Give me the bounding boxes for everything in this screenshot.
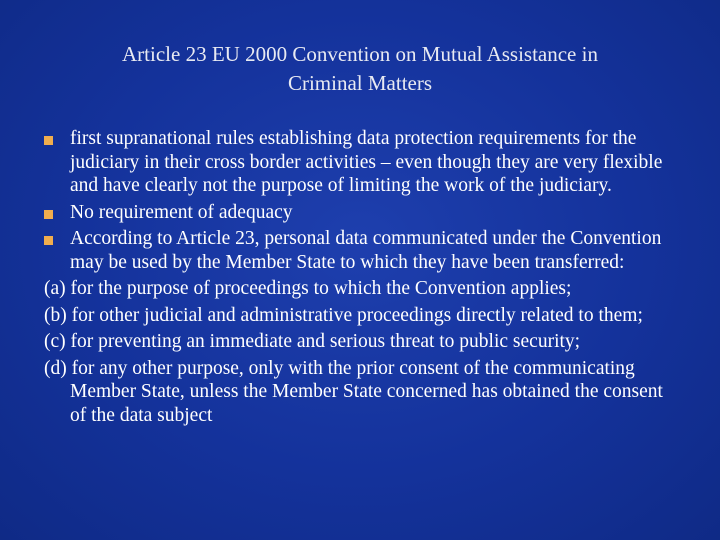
bullet-text: first supranational rules establishing data protection requirements for the judiciary in their cross border activities – even though they are very flexible and have clearly not the purpose of limiting the work of the judiciary. [70, 128, 663, 196]
square-bullet-icon [44, 210, 53, 219]
bullet-text: No requirement of adequacy [70, 201, 293, 223]
bullet-item [44, 227, 684, 274]
square-bullet-icon [44, 136, 53, 145]
slide-title [60, 40, 660, 98]
bullet-item [44, 201, 684, 225]
title-line-2: Criminal Matters [287, 71, 433, 95]
bullet-text: According to Article 23, personal data communicated under the Convention may be used by the Member State to which they have been transferred: [70, 228, 662, 273]
bullet-item [44, 127, 684, 198]
title-line-1: Article 23 EU 2000 Convention on Mutual Assistance in [122, 42, 598, 66]
square-bullet-icon [44, 236, 53, 245]
sub-item-a: (a) for the purpose of proceedings to which the Convention applies; [44, 278, 572, 299]
sub-item-d: (d) for any other purpose, only with the prior consent of the communicating Member State, unless the Member State concerned has obtained the consent of the data subject [44, 357, 663, 426]
sub-item-b: (b) for other judicial and administrative proceedings directly related to them; [44, 304, 643, 326]
sub-item-c: (c) for preventing an immediate and serious threat to public security; [44, 331, 581, 352]
slide-body [44, 127, 684, 430]
